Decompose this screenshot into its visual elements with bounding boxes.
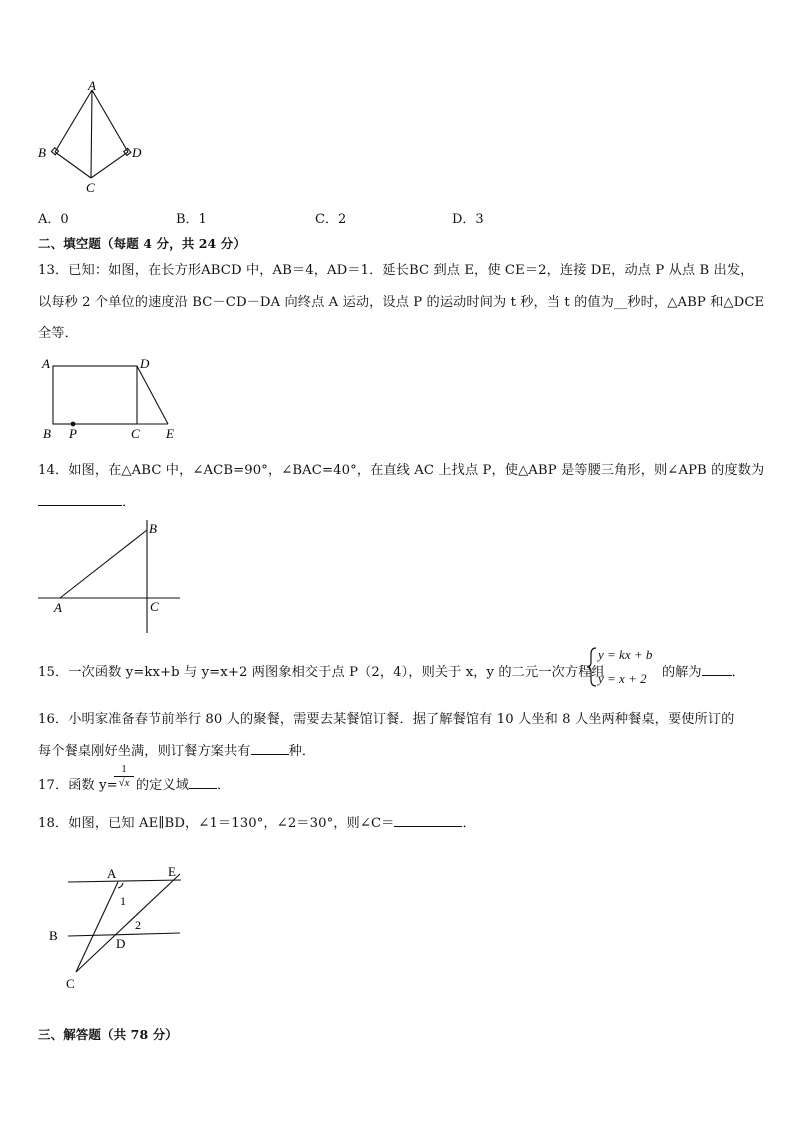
q13-line2: 以每秒 2 个单位的速度沿 BC－CD－DA 向终点 A 运动，设点 P 的运动时间为 t 秒，当 t 的值为__秒时，△ABP 和△DCE [38,295,765,310]
label-B: B [49,928,58,943]
q16-line2: 每个餐桌刚好坐满，则订餐方案共有 种． [38,744,316,759]
q18-figure [46,860,196,992]
label-E: E [168,864,176,879]
q15-eq1: y = kx + b [598,647,653,662]
label-D: D [140,356,150,371]
q12-figure [30,78,160,198]
choice-b: B．1 [176,212,207,227]
q13-line1: 13．已知：如图，在长方形ABCD 中，AB＝4，AD＝1．延长BC 到点 E，使 CE＝2，连接 DE，动点 P 从点 B 出发， [38,263,754,278]
q14-line2: ． [38,491,135,510]
label-C: C [150,599,159,614]
q14-line1: 14．如图，在△ABC 中，∠ACB=90°，∠BAC=40°，在直线 AC 上找点 P，使△ABP 是等腰三角形，则∠APB 的度数为 [38,463,765,478]
label-B: B [43,426,51,441]
q17-text: 17．函数 y= 的定义域 ． [38,778,231,793]
label-1: 1 [120,894,126,908]
label-A: A [88,78,96,93]
label-P: P [69,426,77,441]
label-B: B [149,521,157,536]
label-C: C [66,976,75,991]
q15-eq2: y = x + 2 [598,671,647,686]
section2-heading: 二、填空题（每题 4 分，共 24 分） [38,236,247,251]
label-C: C [86,180,95,195]
q18-answer-blank [394,814,462,827]
q16-line1: 16．小明家准备春节前举行 80 人的聚餐，需要去某餐馆订餐．据了解餐馆有 10 人坐和 8 人坐两种餐桌，要使所订的 [38,712,735,727]
q16-answer-blank [251,742,289,755]
label-A: A [54,600,62,615]
section3-heading: 三、解答题（共 78 分） [38,1027,178,1042]
q15-tail: 的解为 ． [662,665,745,680]
label-C: C [131,426,140,441]
q17-answer-blank [189,776,217,789]
label-A: A [42,356,50,371]
label-E: E [166,426,174,441]
choice-c: C．2 [315,212,347,227]
label-2: 2 [135,918,141,932]
label-A: A [107,866,117,881]
q13-figure [36,352,186,444]
choice-a: A．0 [38,212,69,227]
q18-text: 18．如图，已知 AE∥BD，∠1＝130°，∠2＝30°，则∠C＝ ． [38,816,476,831]
label-B: B [38,145,46,160]
q14-answer-blank [38,493,122,506]
q15-brace [586,646,598,688]
q15-text: 15．一次函数 y=kx+b 与 y=x+2 两图象相交于点 P（2，4），则关于 x，y 的二元一次方程组 [38,665,605,680]
q17-fraction: 1 √x [114,763,134,790]
choice-d: D．3 [452,212,484,227]
q14-figure [34,518,184,636]
label-D: D [116,936,126,951]
q13-line3: 全等． [38,326,78,341]
q15-answer-blank [702,663,732,676]
label-D: D [132,145,142,160]
